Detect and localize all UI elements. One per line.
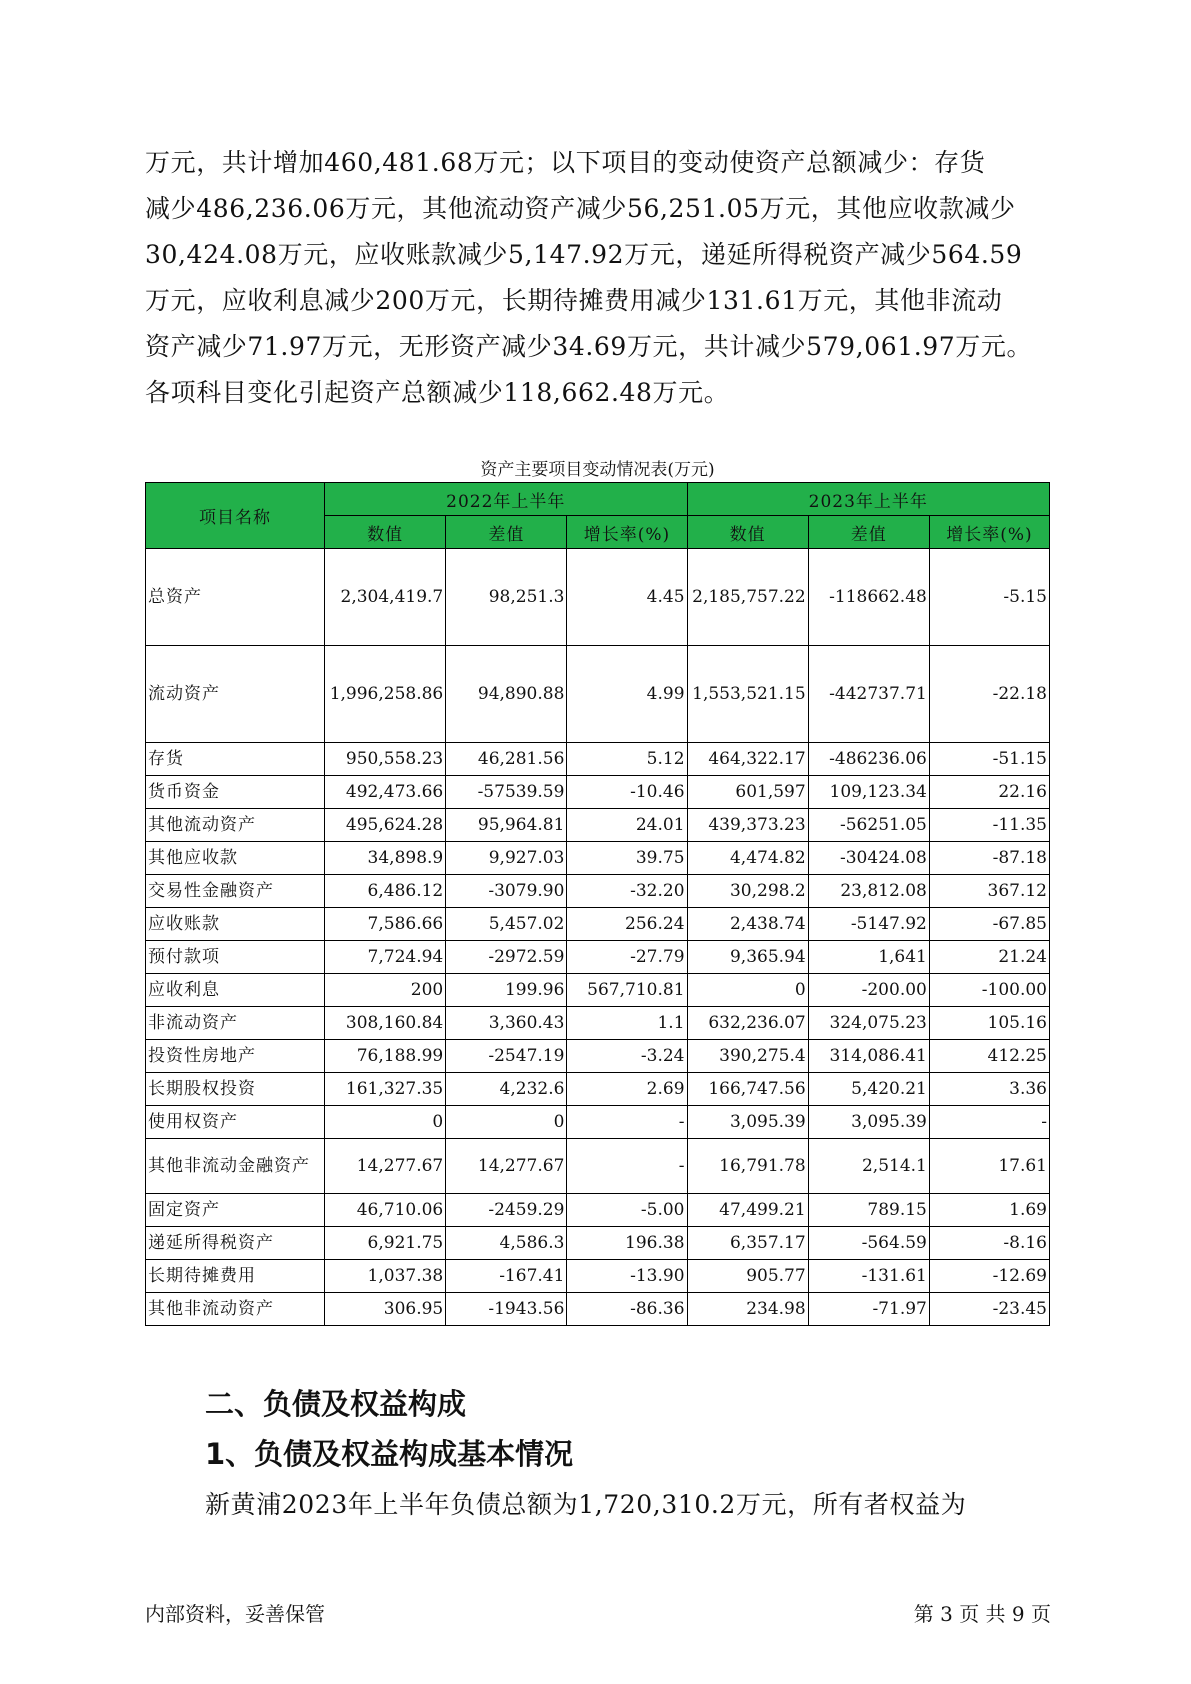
row-item-name: 预付款项 [146,941,325,974]
header-value-2022: 数值 [325,516,446,549]
row-item-name: 存货 [146,743,325,776]
table-row [146,1139,1050,1194]
cell-g23: -5.15 [929,549,1049,646]
cell-g22: -10.46 [567,776,687,809]
table-row [146,1227,1050,1260]
table-row [146,809,1050,842]
row-item-name: 应收利息 [146,974,325,1007]
row-item-name: 递延所得税资产 [146,1227,325,1260]
table-row [146,1007,1050,1040]
cell-v23: 166,747.56 [687,1073,808,1106]
cell-v22: 46,710.06 [325,1194,446,1227]
cell-g23: -87.18 [929,842,1049,875]
header-period-2023: 2023年上半年 [687,483,1049,516]
cell-d22: 5,457.02 [446,908,567,941]
header-growth-2023: 增长率(%) [929,516,1049,549]
header-diff-2023: 差值 [808,516,929,549]
cell-g22: 567,710.81 [567,974,687,1007]
cell-v22: 2,304,419.7 [325,549,446,646]
cell-g23: -22.18 [929,646,1049,743]
row-item-name: 非流动资产 [146,1007,325,1040]
table-row [146,1260,1050,1293]
row-item-name: 其他非流动金融资产 [146,1139,325,1194]
cell-v23: 2,438.74 [687,908,808,941]
cell-d22: -1943.56 [446,1293,567,1326]
cell-g22: 39.75 [567,842,687,875]
table-row [146,776,1050,809]
table-row [146,1194,1050,1227]
cell-v22: 7,724.94 [325,941,446,974]
cell-v23: 3,095.39 [687,1106,808,1139]
cell-g23: -23.45 [929,1293,1049,1326]
cell-d23: -56251.05 [808,809,929,842]
paragraph-line: 各项科目变化引起资产总额减少118,662.48万元。 [145,378,730,407]
header-growth-2022: 增长率(%) [567,516,687,549]
cell-d23: 5,420.21 [808,1073,929,1106]
cell-g23: -12.69 [929,1260,1049,1293]
cell-v23: 47,499.21 [687,1194,808,1227]
cell-d23: 23,812.08 [808,875,929,908]
cell-d23: 109,123.34 [808,776,929,809]
cell-v23: 234.98 [687,1293,808,1326]
cell-g22: 2.69 [567,1073,687,1106]
row-item-name: 其他应收款 [146,842,325,875]
cell-g22: 4.99 [567,646,687,743]
table-caption: 资产主要项目变动情况表(万元) [480,460,715,480]
table-row [146,1293,1050,1326]
cell-g23: 22.16 [929,776,1049,809]
cell-d22: 98,251.3 [446,549,567,646]
cell-v22: 308,160.84 [325,1007,446,1040]
table-row [146,941,1050,974]
assets-table [145,482,1050,1326]
cell-g23: 367.12 [929,875,1049,908]
row-item-name: 货币资金 [146,776,325,809]
paragraph-line: 资产减少71.97万元，无形资产减少34.69万元，共计减少579,061.97万元。 [145,332,1033,361]
cell-v23: 439,373.23 [687,809,808,842]
cell-v22: 76,188.99 [325,1040,446,1073]
cell-d22: 0 [446,1106,567,1139]
cell-d23: 789.15 [808,1194,929,1227]
table-row [146,875,1050,908]
cell-d23: 314,086.41 [808,1040,929,1073]
row-item-name: 其他非流动资产 [146,1293,325,1326]
cell-d22: 199.96 [446,974,567,1007]
cell-g23: -51.15 [929,743,1049,776]
cell-d23: -486236.06 [808,743,929,776]
page-number: 第 3 页 共 9 页 [913,1602,1051,1626]
table-row [146,1040,1050,1073]
row-item-name: 长期待摊费用 [146,1260,325,1293]
cell-g23: -67.85 [929,908,1049,941]
cell-d23: -118662.48 [808,549,929,646]
cell-d23: -200.00 [808,974,929,1007]
cell-g23: -11.35 [929,809,1049,842]
table-row [146,908,1050,941]
header-value-2023: 数值 [687,516,808,549]
cell-d22: -2547.19 [446,1040,567,1073]
cell-v23: 0 [687,974,808,1007]
cell-g22: -86.36 [567,1293,687,1326]
cell-d22: 4,232.6 [446,1073,567,1106]
row-item-name: 长期股权投资 [146,1073,325,1106]
cell-d22: 3,360.43 [446,1007,567,1040]
cell-g23: 3.36 [929,1073,1049,1106]
row-item-name: 应收账款 [146,908,325,941]
cell-g22: -13.90 [567,1260,687,1293]
cell-g22: -5.00 [567,1194,687,1227]
table-row [146,1106,1050,1139]
row-item-name: 使用权资产 [146,1106,325,1139]
cell-d22: 94,890.88 [446,646,567,743]
cell-v22: 161,327.35 [325,1073,446,1106]
header-period-2022: 2022年上半年 [325,483,687,516]
row-item-name: 总资产 [146,549,325,646]
cell-v22: 950,558.23 [325,743,446,776]
cell-v22: 0 [325,1106,446,1139]
cell-d23: -442737.71 [808,646,929,743]
cell-g22: 24.01 [567,809,687,842]
cell-v23: 9,365.94 [687,941,808,974]
cell-v22: 7,586.66 [325,908,446,941]
cell-v23: 6,357.17 [687,1227,808,1260]
cell-d23: 1,641 [808,941,929,974]
row-item-name: 投资性房地产 [146,1040,325,1073]
row-item-name: 其他流动资产 [146,809,325,842]
cell-v23: 632,236.07 [687,1007,808,1040]
cell-d23: -71.97 [808,1293,929,1326]
cell-g23: 21.24 [929,941,1049,974]
paragraph-line: 万元，共计增加460,481.68万元；以下项目的变动使资产总额减少：存货 [145,148,986,177]
cell-g23: - [929,1106,1049,1139]
cell-d22: 95,964.81 [446,809,567,842]
cell-g22: -27.79 [567,941,687,974]
cell-d22: 14,277.67 [446,1139,567,1194]
liability-paragraph: 新黄浦2023年上半年负债总额为1,720,310.2万元，所有者权益为 [205,1490,967,1519]
row-item-name: 固定资产 [146,1194,325,1227]
cell-d22: -3079.90 [446,875,567,908]
cell-g22: - [567,1139,687,1194]
cell-g22: 196.38 [567,1227,687,1260]
header-diff-2022: 差值 [446,516,567,549]
cell-v23: 905.77 [687,1260,808,1293]
cell-d23: -30424.08 [808,842,929,875]
cell-v22: 306.95 [325,1293,446,1326]
cell-g22: -3.24 [567,1040,687,1073]
table-row [146,974,1050,1007]
cell-v22: 1,037.38 [325,1260,446,1293]
cell-v22: 6,486.12 [325,875,446,908]
row-item-name: 交易性金融资产 [146,875,325,908]
section-heading: 二、负债及权益构成 [205,1387,467,1421]
table-row [146,646,1050,743]
cell-v22: 34,898.9 [325,842,446,875]
table-row [146,842,1050,875]
cell-v22: 495,624.28 [325,809,446,842]
cell-g23: -100.00 [929,974,1049,1007]
cell-d23: 324,075.23 [808,1007,929,1040]
paragraph-line: 30,424.08万元，应收账款减少5,147.92万元，递延所得税资产减少564.59 [145,240,1023,269]
cell-g23: 17.61 [929,1139,1049,1194]
cell-d23: 3,095.39 [808,1106,929,1139]
cell-g22: -32.20 [567,875,687,908]
cell-d23: -5147.92 [808,908,929,941]
table-row [146,549,1050,646]
cell-v23: 16,791.78 [687,1139,808,1194]
cell-v22: 14,277.67 [325,1139,446,1194]
header-item-name: 项目名称 [146,483,325,549]
cell-d23: 2,514.1 [808,1139,929,1194]
cell-v23: 1,553,521.15 [687,646,808,743]
cell-g22: 1.1 [567,1007,687,1040]
cell-v23: 601,597 [687,776,808,809]
cell-g23: 1.69 [929,1194,1049,1227]
cell-v23: 2,185,757.22 [687,549,808,646]
intro-paragraph [145,140,1050,416]
row-item-name: 流动资产 [146,646,325,743]
table-row [146,743,1050,776]
cell-v23: 30,298.2 [687,875,808,908]
cell-d22: -2972.59 [446,941,567,974]
cell-v23: 390,275.4 [687,1040,808,1073]
cell-v22: 200 [325,974,446,1007]
cell-d22: 9,927.03 [446,842,567,875]
cell-d22: -2459.29 [446,1194,567,1227]
cell-g22: 256.24 [567,908,687,941]
cell-v22: 492,473.66 [325,776,446,809]
cell-v22: 6,921.75 [325,1227,446,1260]
footer-note: 内部资料，妥善保管 [145,1602,325,1626]
cell-d23: -564.59 [808,1227,929,1260]
cell-g22: 5.12 [567,743,687,776]
cell-g22: - [567,1106,687,1139]
cell-g23: -8.16 [929,1227,1049,1260]
subsection-heading: 1、负债及权益构成基本情况 [205,1437,574,1471]
cell-g23: 105.16 [929,1007,1049,1040]
cell-d22: -57539.59 [446,776,567,809]
paragraph-line: 万元，应收利息减少200万元，长期待摊费用减少131.61万元，其他非流动 [145,286,1003,315]
cell-d22: -167.41 [446,1260,567,1293]
cell-g22: 4.45 [567,549,687,646]
table-row [146,1073,1050,1106]
cell-v23: 4,474.82 [687,842,808,875]
cell-v23: 464,322.17 [687,743,808,776]
cell-v22: 1,996,258.86 [325,646,446,743]
cell-d22: 4,586.3 [446,1227,567,1260]
cell-g23: 412.25 [929,1040,1049,1073]
paragraph-line: 减少486,236.06万元，其他流动资产减少56,251.05万元，其他应收款减少 [145,194,1016,223]
cell-d23: -131.61 [808,1260,929,1293]
cell-d22: 46,281.56 [446,743,567,776]
